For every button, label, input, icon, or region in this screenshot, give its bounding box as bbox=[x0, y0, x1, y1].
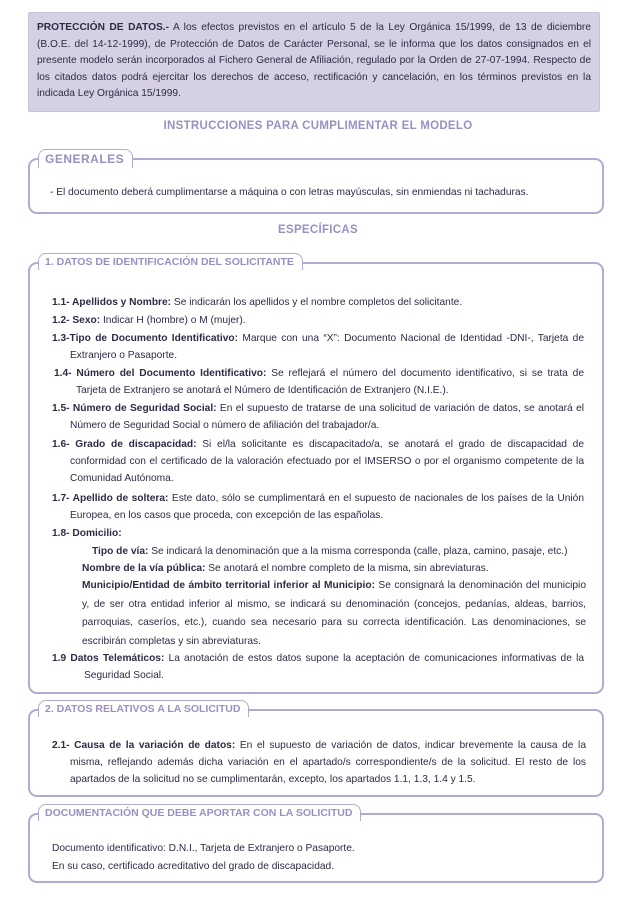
item-1-7: 1.7- Apellido de soltera: Este dato, sólo se cumplimentará en el supuesto de nacionales de los países de la Unión Europea, en los casos que proceda, con excepción de las españolas. bbox=[52, 493, 584, 521]
generales-text: - El documento deberá cumplimentarse a máquina o con letras mayúsculas, sin enmiendas ni tachaduras. bbox=[50, 187, 529, 198]
item-1-3: 1.3-Tipo de Documento Identificativo: Marque con una “X”: Documento Nacional de Identidad -DNI-, Tarjeta de Extranjero o Pasaporte. bbox=[52, 333, 584, 361]
data-protection-notice bbox=[28, 12, 600, 112]
documentacion-line-1: Documento identificativo: D.N.I., Tarjeta de Extranjero o Pasaporte. bbox=[52, 843, 355, 854]
data-protection-body: A los efectos previstos en el artículo 5 de la Ley Orgánica 15/1999, de 13 de diciembre (B.O.E. del 14-12-1999), de Protección de Datos de Carácter Personal, se le informa que los datos consignados en el presente modelo serán incorporados al Fichero General de Afiliación, regulado por la Orden de 27-07-1994. Respecto de los citados datos podrá ejercitar los derechos de acceso, rectificación y cancelación, en los términos previstos en la indicada Ley Orgánica 15/1999. bbox=[37, 22, 591, 100]
section-identificacion bbox=[28, 256, 604, 694]
section-identificacion-tab: 1. DATOS DE IDENTIFICACIÓN DEL SOLICITANTE bbox=[38, 253, 303, 270]
item-1-4: 1.4- Número del Documento Identificativo: Se reflejará el número del documento identificativo, si se trata de Tarjeta de Extranjero se anotará el Número de Identificación de Extranjero (N.I.E.). bbox=[54, 368, 584, 396]
section-documentacion bbox=[28, 807, 604, 883]
documentacion-line-2: En su caso, certificado acreditativo del grado de discapacidad. bbox=[52, 861, 335, 872]
item-2-1: 2.1- Causa de la variación de datos: En el supuesto de variación de datos, indicar brevemente la causa de la misma, reflejando además dicha variación en el apartado/s correspondiente/s de la solicitud. El resto de los apartados de la solicitud no se cumplimentarán, excepto, los apartados 1.1, 1.3, 1.4 y 1.5. bbox=[52, 740, 586, 785]
item-1-5: 1.5- Número de Seguridad Social: En el supuesto de tratarse de una solicitud de variación de datos, se anotará el Número de Seguridad Social o número de afiliación del trabajador/a. bbox=[52, 403, 584, 431]
instructions-title: INSTRUCCIONES PARA CUMPLIMENTAR EL MODELO bbox=[163, 120, 473, 132]
item-nombre-via: Nombre de la vía pública: Se anotará el nombre completo de la misma, sin abreviaturas. bbox=[82, 563, 489, 574]
section-generales-tab: GENERALES bbox=[38, 149, 133, 168]
item-1-9: 1.9 Datos Telemáticos: La anotación de estos datos supone la aceptación de comunicaciones informativas de la Seguridad Social. bbox=[52, 653, 584, 681]
data-protection-heading: PROTECCIÓN DE DATOS.- bbox=[37, 22, 170, 33]
item-1-8: 1.8- Domicilio: bbox=[52, 528, 122, 539]
section-documentacion-tab: DOCUMENTACIÓN QUE DEBE APORTAR CON LA SOLICITUD bbox=[38, 804, 361, 821]
item-municipio: Municipio/Entidad de ámbito territorial inferior al Municipio: Se consignará la denominación del municipio y, de ser otra entidad inferior al mismo, se indicará su denominación (concejos, pedanías, aldeas, barrios, parroquias, caseríos, etc.), cuando sea necesario para su correcta identificación. Las denominaciones, se escribirán completas y sin abreviaturas. bbox=[82, 580, 586, 647]
item-1-6: 1.6- Grado de discapacidad: Si el/la solicitante es discapacitado/a, se anotará el grado de discapacidad de conformidad con el certificado de la valoración efectuado por el IMSERSO o por el organismo competente de la Comunidad Autónoma. bbox=[52, 439, 585, 484]
section-solicitud-tab: 2. DATOS RELATIVOS A LA SOLICITUD bbox=[38, 700, 249, 717]
section-solicitud bbox=[28, 703, 604, 797]
item-1-1: 1.1- Apellidos y Nombre: Se indicarán los apellidos y el nombre completos del solicitante. bbox=[52, 297, 463, 308]
especificas-title: ESPECÍFICAS bbox=[278, 224, 358, 236]
item-1-2: 1.2- Sexo: Indicar H (hombre) o M (mujer). bbox=[52, 315, 246, 326]
item-tipo-via: Tipo de vía: Se indicará la denominación que a la misma corresponda (calle, plaza, camino, pasaje, etc.) bbox=[92, 546, 568, 557]
section-generales bbox=[28, 152, 604, 214]
